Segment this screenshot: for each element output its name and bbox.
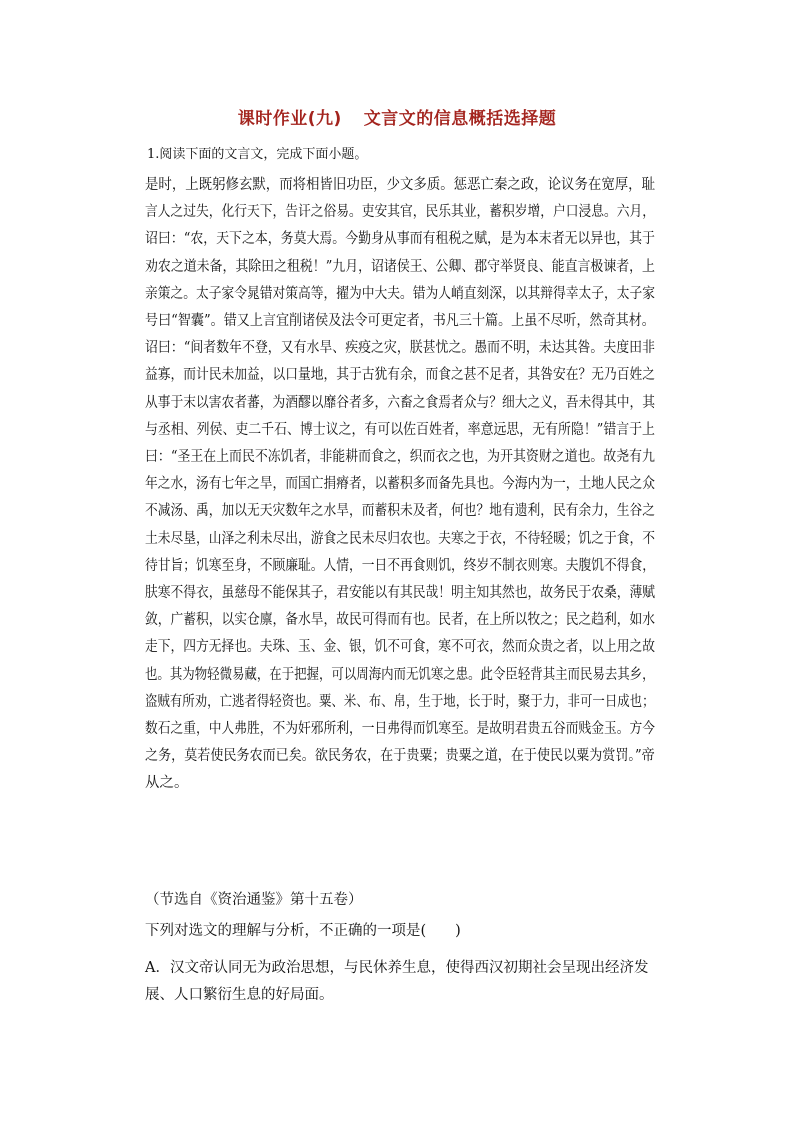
passage-line: 年之水，汤有七年之旱，而国亡捐瘠者，以蓄积多而备先具也。今海内为一，土地人民之众 [145,476,655,493]
passage-line: 肤寒不得衣，虽慈母不能保其子，君安能以有其民哉！明主知其然也，故务民于农桑，薄赋 [145,585,655,602]
classical-passage [145,172,655,798]
title-topic-label: 文言文的信息概括选择题 [363,109,557,129]
passage-line: 敛，广蓄积，以实仓廪，备水旱，故民可得而有也。民者，在上所以牧之；民之趋利，如水 [145,612,655,629]
question-intro: 1.阅读下面的文言文，完成下面小题。 [147,147,368,162]
passage-line: 盗贼有所劝，亡逃者得轻资也。粟、米、布、帛，生于地，长于时，聚于力，非可一日成也； [145,693,655,710]
passage-line: 走下，四方无择也。夫珠、玉、金、银，饥不可食，寒不可衣，然而众贵之者，以上用之故 [145,639,655,656]
passage-line: 诏曰：“农，天下之本，务莫大焉。今勤身从事而有租税之赋，是为本末者无以异也，其于 [145,231,655,248]
passage-line: 与丞相、列侯、吏二千石、博士议之，有可以佐百姓者，率意远思，无有所隐！”错言于上 [145,421,655,438]
title-homework-label: 课时作业(九) [237,109,342,129]
question-prompt: 下列对选文的理解与分析，不正确的一项是( ) [145,923,461,939]
answer-option-a: A．汉文帝认同无为政治思想，与民休养生息，使得西汉初期社会呈现出经济发展、人口繁衍生息的好局面。 [145,960,649,1003]
passage-line: 待甘旨；饥寒至身，不顾廉耻。人情，一日不再食则饥，终岁不制衣则寒。夫腹饥不得食， [145,557,655,574]
passage-line: 土未尽垦，山泽之利未尽出，游食之民未尽归农也。夫寒之于衣，不待轻暖；饥之于食，不 [145,530,655,547]
passage-line: 是时，上既躬修玄默，而将相皆旧功臣，少文多质。惩恶亡秦之政，论议务在宽厚，耻 [145,177,656,193]
passage-line: 数石之重，中人弗胜，不为奸邪所利，一日弗得而饥寒至。是故明君贵五谷而贱金玉。方今 [145,721,655,738]
passage-line: 从之。 [145,775,189,792]
passage-source: （节选自《资治通鉴》第十五卷） [145,892,363,908]
passage-line: 不减汤、禹，加以无天灾数年之水旱，而蓄积未及者，何也？地有遗利，民有余力，生谷之 [145,503,655,520]
passage-line: 从事于末以害农者蕃，为酒醪以靡谷者多，六畜之食焉者众与？细大之义，吾未得其中，其 [145,394,655,411]
passage-line: 曰：“圣王在上而民不冻饥者，非能耕而食之，织而衣之也，为开其资财之道也。故尧有九 [145,449,655,466]
passage-line: 劝农之道未备，其除田之租税！”九月，诏诸侯王、公卿、郡守举贤良、能直言极谏者，上 [145,258,655,275]
passage-line: 号曰“智囊”。错又上言宜削诸侯及法令可更定者，书凡三十篇。上虽不尽听，然奇其材。 [145,313,655,330]
passage-line: 益寡，而计民未加益，以口量地，其于古犹有余，而食之甚不足者，其咎安在？无乃百姓之 [145,367,655,384]
passage-line: 之务，莫若使民务农而已矣。欲民务农，在于贵粟；贵粟之道，在于使民以粟为赏罚。”帝 [145,748,655,765]
passage-line: 亲策之。太子家令晁错对策高等，擢为中大夫。错为人峭直刻深，以其辩得幸太子，太子家 [145,285,655,302]
passage-line: 也。其为物轻微易藏，在于把握，可以周海内而无饥寒之患。此令臣轻背其主而民易去其乡， [145,666,655,683]
passage-line: 言人之过失，化行天下，告讦之俗易。吏安其官，民乐其业，蓄积岁增，户口浸息。六月， [145,204,655,221]
passage-line: 诏曰：“间者数年不登，又有水旱、疾疫之灾，朕甚忧之。愚而不明，未达其咎。夫度田非 [145,340,655,357]
page-title [0,104,794,129]
